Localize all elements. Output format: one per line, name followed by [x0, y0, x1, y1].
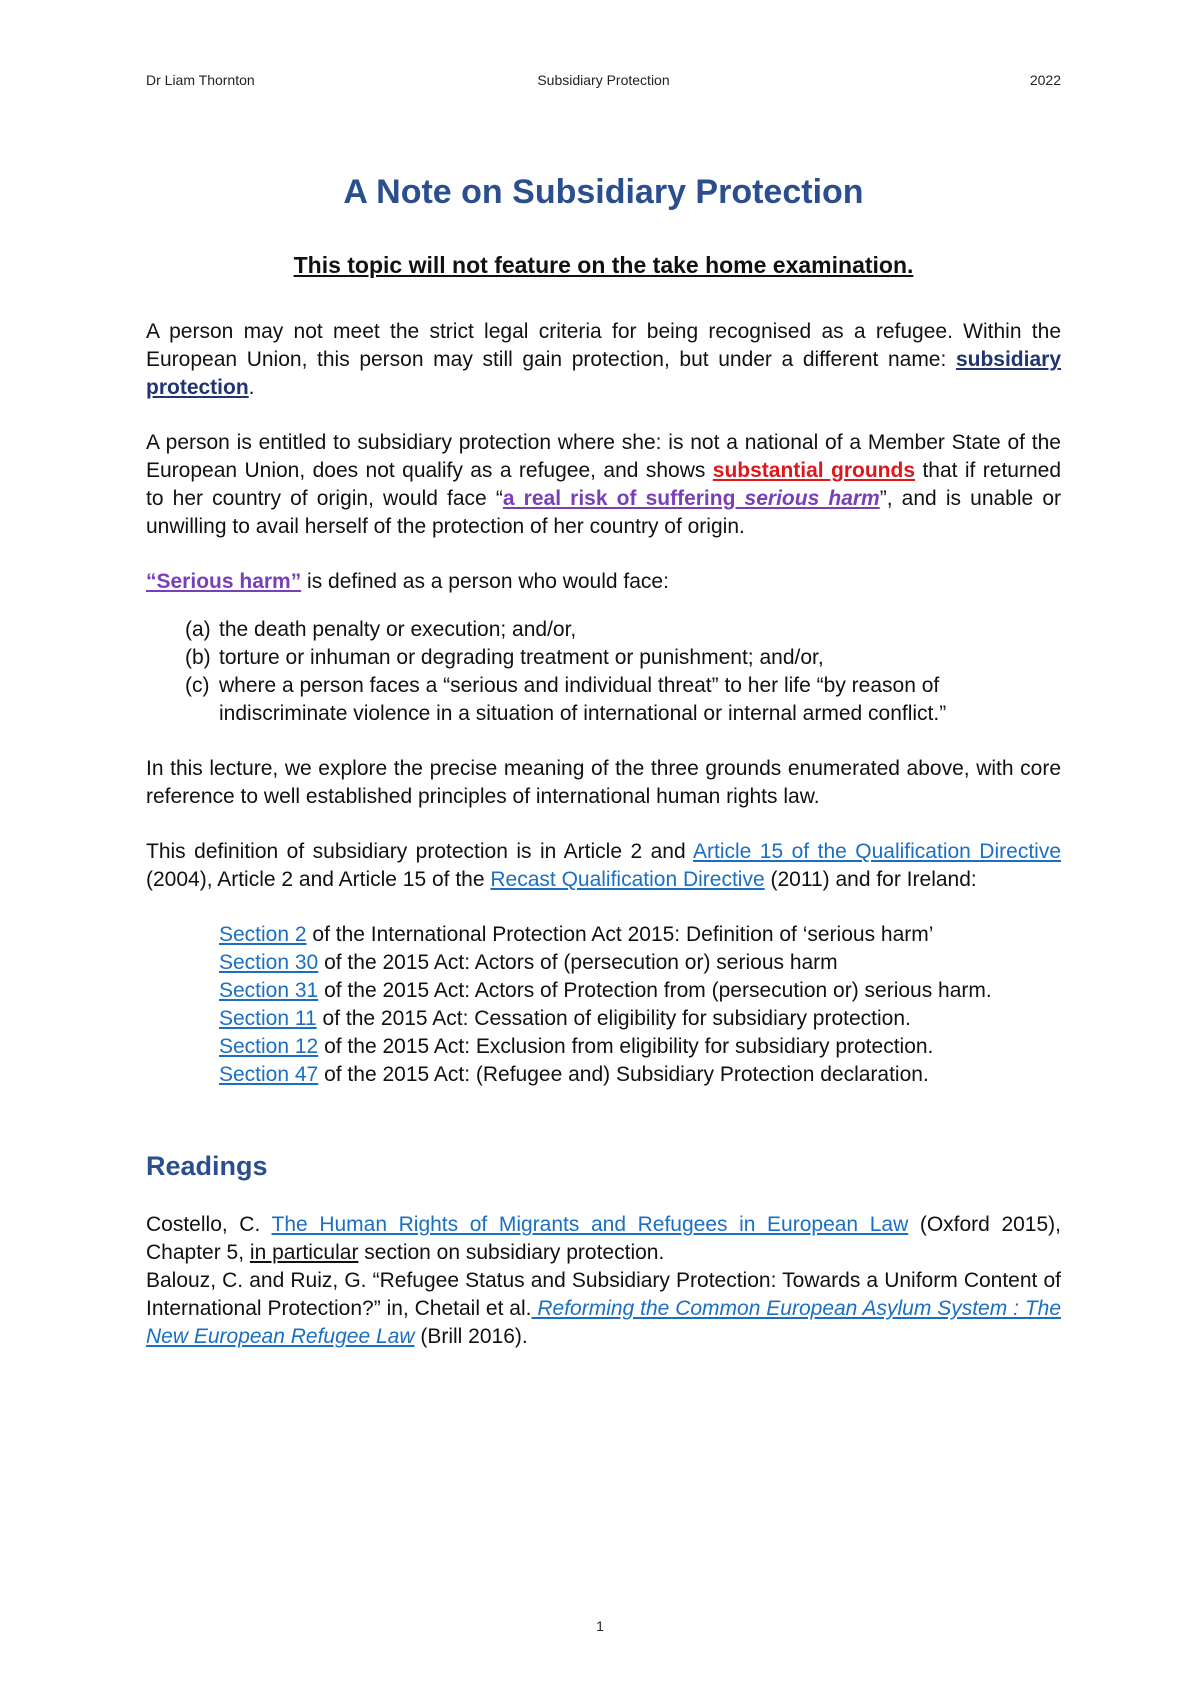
- reading-costello: [146, 1211, 1061, 1267]
- section-30-link[interactable]: Section 30: [219, 951, 319, 974]
- section-text: of the 2015 Act: (Refugee and) Subsidiary Protection declaration.: [318, 1063, 929, 1086]
- intro-paragraph: [146, 318, 1061, 402]
- entitlement-paragraph: [146, 429, 1061, 541]
- source-text: This definition of subsidiary protection is in Article 2 and: [146, 840, 693, 863]
- list-item-text: torture or inhuman or degrading treatment or punishment; and/or,: [219, 646, 824, 669]
- list-item: [146, 644, 1061, 672]
- section-2-link[interactable]: Section 2: [219, 923, 307, 946]
- readings-heading: Readings: [146, 1151, 268, 1181]
- section-item: [219, 977, 1061, 1005]
- section-text: of the International Protection Act 2015: Definition of ‘serious harm’: [306, 923, 934, 946]
- section-text: of the 2015 Act: Cessation of eligibility for subsidiary protection.: [316, 1007, 911, 1030]
- serious-harm-list: [146, 616, 1061, 728]
- section-item: [219, 1005, 1061, 1033]
- section-text: of the 2015 Act: Actors of (persecution or) serious harm: [318, 951, 838, 974]
- reading-balouz: [146, 1267, 1061, 1351]
- section-item: [219, 921, 1061, 949]
- real-risk-term: a real risk of suffering: [502, 487, 745, 510]
- list-item: [146, 672, 1061, 728]
- intro-text: A person may not meet the strict legal criteria for being recognised as a refugee. Within the European Union, this person may still gain protection, but under a different name:: [146, 320, 1061, 371]
- section-11-link[interactable]: Section 11: [219, 1007, 317, 1030]
- readings-list: [146, 1211, 1061, 1351]
- page-title: A Note on Subsidiary Protection: [343, 173, 864, 211]
- lecture-paragraph: In this lecture, we explore the precise meaning of the three grounds enumerated above, with core reference to well established principles of international human rights law.: [146, 757, 1061, 808]
- reading-text: Balouz, C. and Ruiz, G. “Refugee Status and Subsidiary Protection: Towards a Uniform Content of International Protection?” in, Chetail et al.: [146, 1269, 1061, 1320]
- reforming-ceas-link[interactable]: Reforming the Common European Asylum System : The New European Refugee Law: [146, 1297, 1061, 1348]
- qualification-directive-link[interactable]: Article 15 of the Qualification Directive: [692, 840, 1061, 863]
- definition-source-paragraph: [146, 838, 1061, 894]
- section-text: of the 2015 Act: Actors of Protection from (persecution or) serious harm.: [318, 979, 992, 1002]
- reading-text: Costello, C.: [146, 1213, 272, 1236]
- section-item: [219, 949, 1061, 977]
- reading-text-3: section on subsidiary protection.: [358, 1241, 665, 1264]
- reading-text-2: (Oxford 2015), Chapter 5,: [146, 1213, 1061, 1264]
- exam-notice: This topic will not feature on the take home examination.: [293, 252, 914, 278]
- header-author: Dr Liam Thornton: [146, 72, 255, 88]
- definition-text: is defined as a person who would face:: [301, 570, 669, 593]
- entitlement-text: A person is entitled to subsidiary protection where she: is not a national of a Member State of the European Union, does not qualify as a refugee, and shows: [146, 431, 1061, 482]
- in-particular-emphasis: in particular: [249, 1241, 359, 1264]
- document-body: [146, 170, 1061, 1351]
- list-marker: (b): [185, 646, 211, 669]
- section-47-link[interactable]: Section 47: [219, 1063, 319, 1086]
- page-number: 1: [596, 1618, 604, 1634]
- serious-harm-term: serious harm: [744, 487, 880, 510]
- substantial-grounds-term: substantial grounds: [712, 459, 916, 482]
- recast-directive-link[interactable]: Recast Qualification Directive: [490, 868, 765, 891]
- header-topic: Subsidiary Protection: [537, 72, 670, 88]
- intro-text-end: .: [248, 376, 255, 399]
- header-year: 2022: [1029, 72, 1061, 88]
- section-item: [219, 1061, 1061, 1089]
- list-marker: (c): [185, 674, 210, 697]
- costello-book-link[interactable]: The Human Rights of Migrants and Refugees in European Law: [271, 1213, 909, 1236]
- reading-text-2: (Brill 2016).: [414, 1325, 528, 1348]
- subsidiary-protection-term: subsidiary protection: [146, 348, 1061, 399]
- list-item-text: the death penalty or execution; and/or,: [219, 618, 577, 641]
- source-text-3: (2011) and for Ireland:: [764, 868, 977, 891]
- serious-harm-definition-term: “Serious harm”: [146, 570, 302, 593]
- entitlement-text-2: that if returned to her country of origin, would face “: [146, 459, 1061, 510]
- page-header: [146, 72, 1061, 92]
- section-item: [219, 1033, 1061, 1061]
- list-item-text: where a person faces a “serious and individual threat” to her life “by reason of indiscriminate violence in a situation of international or internal armed conflict.”: [219, 674, 947, 725]
- entitlement-text-3: ”, and is unable or unwilling to avail herself of the protection of her country of origin.: [146, 487, 1061, 538]
- list-item: [146, 616, 1061, 644]
- section-31-link[interactable]: Section 31: [219, 979, 319, 1002]
- source-text-2: (2004), Article 2 and Article 15 of the: [146, 868, 491, 891]
- section-12-link[interactable]: Section 12: [219, 1035, 319, 1058]
- definition-paragraph: [146, 568, 1061, 596]
- list-marker: (a): [185, 618, 211, 641]
- section-list: [219, 921, 1061, 1089]
- section-text: of the 2015 Act: Exclusion from eligibility for subsidiary protection.: [318, 1035, 934, 1058]
